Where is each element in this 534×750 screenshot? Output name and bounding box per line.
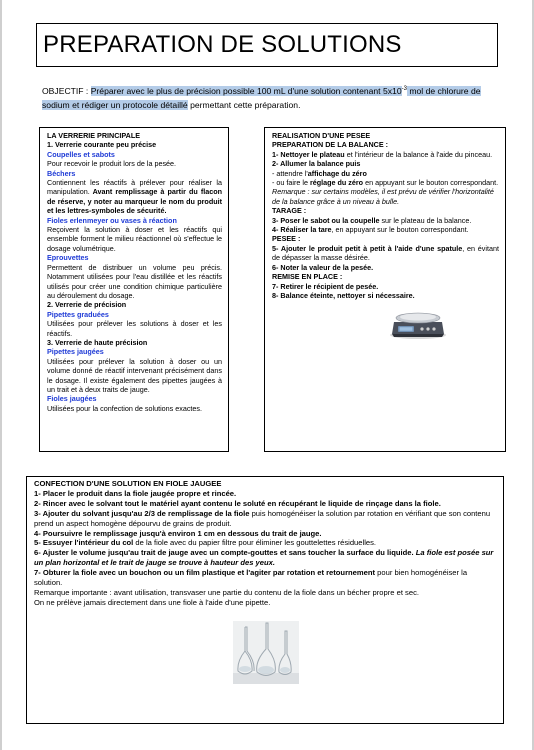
pesee-box xyxy=(264,127,506,452)
coupelles-text: Pour recevoir le produit lors de la pesée. xyxy=(47,159,177,169)
fiole-remarque-2: On ne prélève jamais directement dans une fiole à l'aide d'une pipette. xyxy=(34,597,271,607)
fiole-step-5-text: de la fiole avec du papier filtre pour éliminer les gouttelettes résiduelles. xyxy=(133,538,377,548)
verrerie-section-3: 3. Verrerie de haute précision xyxy=(47,337,148,347)
pesee-step-7: 7- Retirer le récipient de pesée. xyxy=(272,281,379,291)
pipettes-graduees-title: Pipettes graduées xyxy=(47,309,109,319)
bechers-title: Béchers xyxy=(47,168,76,178)
verrerie-box xyxy=(39,127,229,452)
step-2b-bold: réglage du zéro xyxy=(309,178,364,188)
pipettes-jaugees-text: Utilisées pour prélever la solution à doser ou un volume donné de réactif intervenant précisément dans le dosage. Il existe également des pipettes jaugées à un trait et à deux traits de jauge. xyxy=(47,356,222,394)
page-edge-left xyxy=(0,0,2,750)
objectif-text-3: permettant cette préparation. xyxy=(187,99,301,110)
fiole-step-5 xyxy=(34,538,497,548)
page-title: PREPARATION DE SOLUTIONS xyxy=(43,31,402,58)
pesee-remarque: Remarque : sur certains modèles, il est prévu de vérifier l'horizontalité de la balance grâce à un niveau à bulle. xyxy=(272,187,494,206)
step-4-text: , en appuyant sur le bouton correspondant. xyxy=(331,225,469,235)
bechers-paragraph xyxy=(47,178,222,216)
fiole-step-3 xyxy=(34,509,497,529)
fiole-step-6-bold: 6- Ajuster le volume jusqu'au trait de jauge avec un compte-gouttes et sans toucher la surface du liquide. xyxy=(34,548,414,558)
fioles-erlenmeyer-title: Fioles erlenmeyer ou vases à réaction xyxy=(47,215,177,225)
pesee-step-8: 8- Balance éteinte, nettoyer si nécessaire. xyxy=(272,290,415,300)
verrerie-heading: LA VERRERIE PRINCIPALE xyxy=(47,131,141,140)
bechers-bold: Avant remplissage à partir du flacon de réserve, y noter au marqueur le nom du produit et les lettres-symboles de sécurité. xyxy=(47,187,222,216)
fiole-step-1: 1- Placer le produit dans la fiole jaugée propre et rincée. xyxy=(34,488,237,498)
step-1-text: et l'intérieur de la balance à l'aide du pinceau. xyxy=(344,149,493,159)
fioles-jaugees-title: Fioles jaugées xyxy=(47,394,97,404)
pesee-subheading: PESEE : xyxy=(272,234,301,244)
step-5-text: , en évitant de dépasser la masse désirée. xyxy=(272,243,499,263)
step-2b-text-1: - ou faire le xyxy=(272,178,310,188)
fiole-step-7 xyxy=(34,568,497,588)
title-box xyxy=(36,23,498,67)
fioles-jaugees-text: Utilisées pour la confection de solutions exactes. xyxy=(47,403,203,413)
fiole-heading: CONFECTION D'UNE SOLUTION EN FIOLE JAUGEE xyxy=(34,479,222,488)
pesee-step-2: 2- Allumer la balance puis xyxy=(272,159,361,169)
eprouvettes-text: Permettent de distribuer un volume peu précis. Notamment utilisées pour l'eau distillée et les réactifs utilisés pour créer une condition chimique particulière au déroulement du dosage. xyxy=(47,262,222,300)
balance-image xyxy=(388,308,448,340)
pipettes-graduees-text: Utilisées pour prélever les solutions à doser et les réactifs. xyxy=(47,319,222,338)
volumetric-flasks-image xyxy=(233,621,299,684)
step-2a-text: - attendre l' xyxy=(272,168,308,178)
fioles-erlenmeyer-text: Reçoivent la solution à doser et les réactifs qui ensemble forment le milieu réactionnel où s'effectue le dosage volumétrique. xyxy=(47,225,222,253)
objectif-label: OBJECTIF : xyxy=(42,85,91,96)
step-1-bold: 1- Nettoyer le plateau xyxy=(272,149,345,159)
fiole-step-3-text: puis homogénéiser la solution par rotation en vérifiant que son contenu prend un aspect homogène dépourvu de grains de produit. xyxy=(34,508,491,528)
pesee-heading: REALISATION D'UNE PESEE xyxy=(272,131,371,140)
pipettes-jaugees-title: Pipettes jaugées xyxy=(47,347,104,357)
pesee-step-5 xyxy=(272,244,499,263)
objectif-text-1: Préparer avec le plus de précision possible 100 mL d'une solution contenant 5x10 xyxy=(90,85,402,96)
remise-heading: REMISE EN PLACE : xyxy=(272,272,343,282)
fiole-step-5-bold: 5- Essuyer l'intérieur du col xyxy=(34,538,134,548)
fiole-step-7-text: pour bien homogénéiser la solution. xyxy=(34,568,468,588)
pesee-step-2b xyxy=(272,178,499,187)
objectif-paragraph xyxy=(42,82,502,112)
step-5-bold: 5- Ajouter le produit petit à petit à l'aide d'une spatule xyxy=(272,243,463,253)
step-3-bold: 3- Poser le sabot ou la coupelle xyxy=(272,215,380,225)
step-3-text: sur le plateau de la balance. xyxy=(379,215,472,225)
fiole-step-2: 2- Rincer avec le solvant tout le matériel ayant contenu le soluté en récupérant le liquide de rinçage dans la fiole. xyxy=(34,498,441,508)
step-4-bold: 4- Réaliser la tare xyxy=(272,225,332,235)
fiole-step-6 xyxy=(34,548,497,568)
objectif-exponent: -3 xyxy=(401,86,407,92)
eprouvettes-title: Eprouvettes xyxy=(47,253,89,263)
verrerie-section-1: 1. Verrerie courante peu précise xyxy=(47,140,157,150)
bechers-text: Contiennent les réactifs à prélever pour réaliser la manipulation. xyxy=(47,178,222,197)
pesee-step-6: 6- Noter la valeur de la pesée. xyxy=(272,262,374,272)
pesee-step-2a xyxy=(272,169,499,178)
fiole-step-4: 4- Poursuivre le remplissage jusqu'à environ 1 cm en dessous du trait de jauge. xyxy=(34,528,322,538)
fiole-step-7-bold: 7- Obturer la fiole avec un bouchon ou un film plastique et l'agiter par rotation et retournement xyxy=(34,568,376,578)
coupelles-title: Coupelles et sabots xyxy=(47,149,115,159)
verrerie-section-2: 2. Verrerie de précision xyxy=(47,300,127,310)
tarage-heading: TARAGE : xyxy=(272,206,307,216)
step-2b-text-2: en appuyant sur le bouton correspondant. xyxy=(363,178,499,188)
pesee-step-1 xyxy=(272,150,499,159)
fiole-step-6-italic: La fiole est posée sur un plan horizontal et le trait de jauge se trouve à hauteur des yeux. xyxy=(34,548,494,568)
pesee-step-3 xyxy=(272,216,499,225)
objectif-text-2: mol de chlorure de sodium et rédiger un protocole détaillé xyxy=(42,85,481,110)
step-2a-bold: affichage du zéro xyxy=(307,168,367,178)
fiole-remarque-1: Remarque importante : avant utilisation, transvaser une partie du contenu de la fiole dans un bécher propre et sec. xyxy=(34,587,419,597)
fiole-box xyxy=(26,476,504,724)
preparation-balance-heading: PREPARATION DE LA BALANCE : xyxy=(272,140,389,150)
fiole-step-3-bold: 3- Ajouter du solvant jusqu'au 2/3 de remplissage de la fiole xyxy=(34,508,250,518)
pesee-step-4 xyxy=(272,225,499,234)
